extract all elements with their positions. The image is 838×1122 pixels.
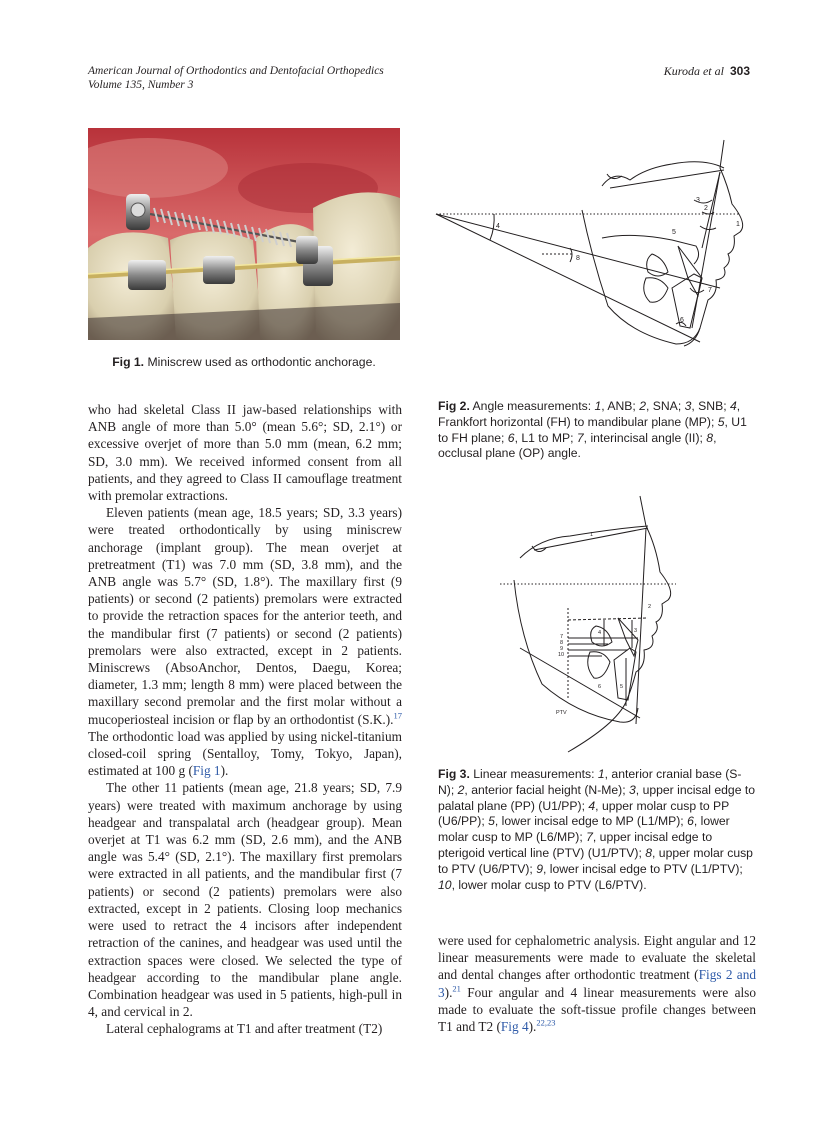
- citation-22-23[interactable]: 22,23: [536, 1017, 556, 1028]
- journal-volume: Volume 135, Number 3: [88, 79, 194, 91]
- running-head-author: [664, 64, 750, 79]
- caption-number: 7: [576, 430, 584, 445]
- body-text-right-column: [438, 932, 756, 1035]
- caption-number: 3: [684, 399, 692, 413]
- angle-marker-7: 7: [708, 287, 712, 294]
- paragraph: [88, 504, 402, 779]
- linear-marker-2: 2: [648, 604, 652, 610]
- citation-17[interactable]: 17: [393, 710, 402, 721]
- linear-marker-10: 10: [558, 652, 565, 658]
- caption-text: , upper molar cusp to PP (U6/PP);: [438, 798, 730, 829]
- linear-marker-6: 6: [598, 684, 602, 690]
- paragraph-text: Eleven patients (mean age, 18.5 years; SD, 3.3 years) were treated orthodontically by using miniscrew anchorage (implant group). The mean overjet at pretreatment (T1) was 7.0 mm (SD, 3.8 mm), and the ANB angle was 5.7° (SD, 1.8°). The maxillary first (9 patients) or second (2 patients) premolars were extracted to provide the retraction spaces for the anterior teeth, and the mandibular first (7 patients) or second (2 patients) premolars were also extracted, except in 2 patients. Miniscrews (AbsoAnchor, Dentos, Daegu, Korea; diameter, 1.3 mm; length 8 mm) were placed between the maxillary second premolar and the first molar without a mucoperiosteal incision or flap by an orthodontist (S.K.).: [88, 505, 402, 727]
- sn-line: [610, 170, 724, 188]
- caption-text: , upper incisal edge to palatal plane (PP) (U1/PP);: [438, 782, 756, 813]
- caption-text: Angle measurements:: [472, 399, 595, 413]
- nb-line: [692, 172, 720, 328]
- paragraph-text: were used for cephalometric analysis. Eight angular and 12 linear measurements were made to evaluate the skeletal and dental changes after orthodontic treatment (: [438, 933, 756, 983]
- linear-marker-4: 4: [598, 630, 602, 636]
- linear-marker-5: 5: [620, 684, 624, 690]
- caption-text: , anterior cranial base (S-N);: [438, 767, 742, 797]
- angle-marker-4: 4: [496, 223, 500, 230]
- linear-marker-9: 9: [560, 646, 564, 652]
- caption-number: 5: [717, 414, 725, 429]
- author-name: Kuroda et al: [663, 64, 724, 78]
- figure-3-label: Fig 3.: [438, 767, 470, 781]
- mandible-outline: [514, 580, 638, 722]
- caption-text: , lower incisal edge to MP (L1/MP);: [494, 814, 688, 829]
- figures-2-3-link[interactable]: Figs 2 and 3: [438, 967, 756, 1000]
- running-head-journal: [88, 64, 384, 92]
- angle-marker-8: 8: [576, 255, 580, 262]
- angle-marker-6: 6: [680, 317, 684, 324]
- caption-text: , interincisal angle (II);: [583, 430, 707, 445]
- paragraph-text: ).: [444, 984, 453, 1000]
- angle-arc-1: [700, 226, 716, 230]
- caption-number: 5: [488, 814, 495, 829]
- caption-number: 3: [629, 782, 636, 797]
- caption-text: , Frankfort horizontal (FH) to mandibular plane (MP);: [438, 399, 741, 429]
- caption-number: 6: [507, 430, 515, 445]
- angle-marker-3: 3: [696, 197, 700, 204]
- caption-number: 1: [594, 399, 602, 413]
- caption-number: 4: [588, 798, 596, 813]
- paragraph: The other 11 patients (mean age, 21.8 years; SD, 7.9 years) were treated with maximum anchorage by using headgear and transpalatal arch (headgear group). Mean overjet at T1 was 6.2 mm (SD, 2.6 mm), and the ANB angle was 5.4° (SD, 2.1°). The maxillary first premolars were extracted in all patients, and the mandibular first (7 patients) or second (2 patients) premolars were also extracted, except in 2 patients. Closing loop mechanics were used to retract the 4 incisors after independent retraction of the canines, and headgear was used until the extraction spaces were closed. We selected the type of headgear according to the mandibular plane angle. Combination headgear was used in 5 patients, high-pull in 4, and cervical in 2.: [88, 780, 402, 1020]
- angle-marker-1: 1: [736, 221, 740, 228]
- figure-1-caption: [88, 355, 400, 371]
- paragraph-text: Four angular and 4 linear measurements were also made to evaluate the soft-tissue profile changes between T1 and T2 (: [438, 984, 756, 1035]
- figure-1-label: Fig 1.: [112, 355, 145, 369]
- palatal-plane-line: [568, 618, 648, 620]
- caption-number: 2: [639, 399, 646, 413]
- caption-text: Linear measurements:: [473, 767, 598, 781]
- paragraph: [438, 932, 756, 1035]
- caption-number: 6: [687, 814, 694, 829]
- linear-marker-8: 8: [560, 640, 564, 646]
- figure-1-photo: [88, 128, 400, 340]
- body-text-left-column: [88, 401, 402, 1038]
- figure-2-label: Fig 2.: [438, 399, 470, 413]
- journal-title: American Journal of Orthodontics and Dentofacial Orthopedics: [88, 65, 384, 77]
- paragraph-text: ).: [528, 1019, 537, 1035]
- n-me-line: [636, 528, 646, 724]
- linear-marker-7: 7: [560, 634, 564, 640]
- upper-molar: [591, 626, 612, 646]
- caption-text: , lower molar cusp to PTV (L6/PTV).: [451, 877, 647, 892]
- figure-1-text: Miniscrew used as orthodontic anchorage.: [147, 355, 376, 369]
- caption-number: 4: [729, 399, 737, 413]
- caption-number: 8: [706, 430, 714, 445]
- caption-text: , upper molar cusp to PTV (U6/PTV);: [438, 845, 753, 876]
- caption-number: 8: [645, 845, 653, 860]
- page-number: 303: [729, 64, 750, 78]
- caption-number: 2: [457, 782, 465, 797]
- mandibular-plane-line: [520, 648, 640, 718]
- angle-arc-8: [570, 248, 572, 262]
- ptv-label: PTV: [556, 710, 567, 716]
- maxilla-outline: [602, 235, 699, 264]
- caption-number: 7: [586, 830, 593, 845]
- caption-text: , SNB;: [691, 399, 730, 413]
- linear-marker-1: 1: [590, 532, 594, 538]
- paragraph: who had skeletal Class II jaw-based relationships with ANB angle of more than 5.0° (mean 5.6°; SD, 2.1°) or excessive overjet of more than 5.0 mm (mean, 6.2 mm; SD, 3.0 mm). We received informed consent from all patients, and they agreed to Class II camouflage treatment with premolar extractions.: [88, 402, 402, 504]
- angle-marker-2: 2: [704, 205, 708, 212]
- caption-text: , U1 to FH plane;: [438, 414, 747, 445]
- citation-21[interactable]: 21: [452, 983, 461, 994]
- linear-marker-3: 3: [634, 628, 638, 634]
- figure-1-link[interactable]: Fig 1: [192, 763, 221, 779]
- lower-incisor: [614, 648, 636, 700]
- figure-3-cephalometric-diagram: [480, 488, 700, 756]
- miniscrew-photo-image: [88, 128, 400, 340]
- lower-molar: [644, 278, 668, 303]
- caption-text: , ANB;: [601, 399, 640, 413]
- caption-text: , lower incisal edge to PTV (L1/PTV);: [542, 861, 743, 876]
- angle-marker-5: 5: [672, 229, 676, 236]
- figure-3-caption: [438, 767, 756, 893]
- paragraph-text: The orthodontic load was applied by using nickel-titanium closed-coil spring (Sentalloy, Tomy, Tokyo, Japan), estimated at 100 g (: [88, 728, 402, 779]
- caption-text: , occlusal plane (OP) angle.: [438, 430, 717, 461]
- figure-2-caption: [438, 399, 756, 462]
- angle-arc-2: [702, 212, 714, 214]
- paragraph: Lateral cephalograms at T1 and after treatment (T2): [106, 1021, 383, 1037]
- angle-arc-4: [490, 214, 494, 240]
- upper-molar: [647, 254, 668, 276]
- cranial-outline: [520, 526, 648, 558]
- caption-text: , anterior facial height (N-Me);: [464, 782, 630, 797]
- mandibular-plane-line: [436, 214, 700, 342]
- caption-text: , lower molar cusp to MP (L6/MP);: [438, 814, 730, 845]
- occlusal-plane-line: [436, 214, 720, 288]
- caption-text: , L1 to MP;: [514, 430, 577, 445]
- caption-number: 9: [536, 861, 543, 876]
- angle-arc-7: [690, 288, 704, 293]
- figure-2-cephalometric-diagram: [432, 128, 760, 398]
- cranial-outline: [602, 162, 724, 186]
- paragraph-text: ).: [220, 763, 229, 779]
- caption-number: 10: [438, 877, 452, 892]
- figure-4-link[interactable]: Fig 4: [500, 1019, 529, 1035]
- caption-text: , SNA;: [645, 399, 685, 413]
- caption-number: 1: [597, 767, 605, 781]
- caption-text: , upper incisal edge to pterigoid vertical line (PTV) (U1/PTV);: [438, 830, 713, 860]
